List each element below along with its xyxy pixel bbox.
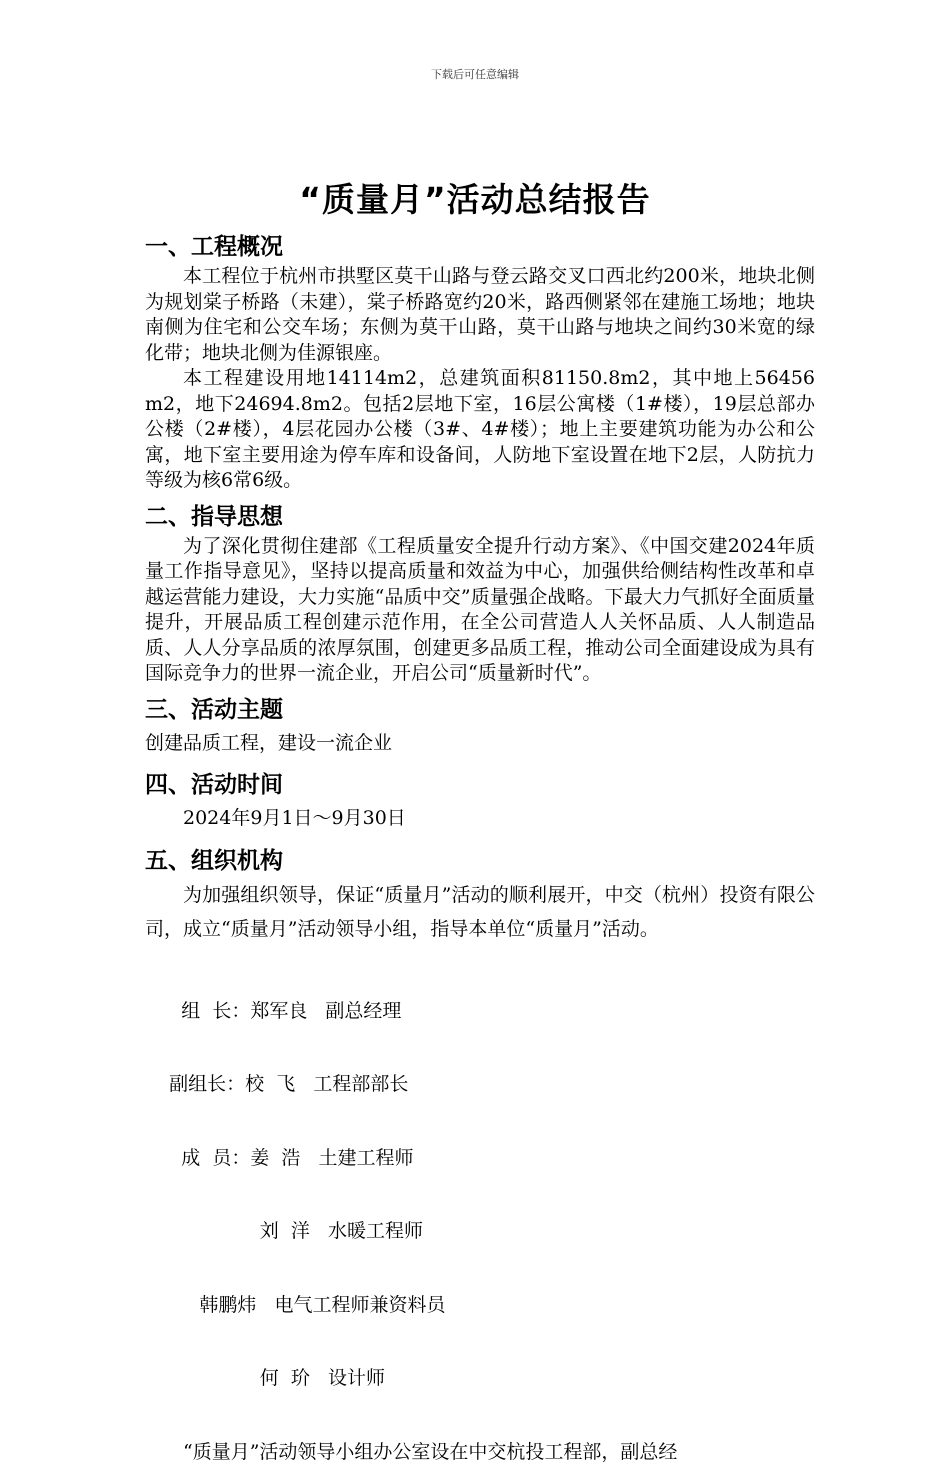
theme-text: 创建品质工程，建设一流企业: [145, 731, 815, 757]
section-heading-overview: 一、工程概况: [145, 230, 815, 264]
section-heading-guiding-ideology: 二、指导思想: [145, 500, 815, 534]
header-note: 下载后可任意编辑: [0, 66, 950, 82]
document-body: [145, 230, 815, 1465]
member-line-deputy: 副组长：校 飞 工程部部长: [145, 1072, 815, 1097]
member-line-member: 韩鹏炜 电气工程师兼资料员: [145, 1293, 815, 1318]
organization-office-paragraph: “质量月”活动领导小组办公室设在中交杭投工程部，副总经: [145, 1440, 815, 1465]
section-heading-time: 四、活动时间: [145, 768, 815, 802]
member-line-member: 何 玠 设计师: [145, 1366, 815, 1391]
overview-paragraph-scale: 本工程建设用地14114m2，总建筑面积81150.8m2，其中地上56456 m2，地下24694.8m2。包括2层地下室，16层公寓楼（1#楼），19层总部办公楼（2#楼），4层花园办公楼（3#、4#楼）；地上主要建筑功能为办公和公寓，地下室主要用途为停车库和设备间，人防地下室设置在地下2层，人防抗力等级为核6常6级。: [145, 366, 815, 494]
member-line-member: 刘 洋 水暖工程师: [145, 1219, 815, 1244]
time-text: 2024年9月1日～9月30日: [145, 806, 815, 832]
document-title: “质量月”活动总结报告: [0, 174, 950, 221]
overview-paragraph-location: 本工程位于杭州市拱墅区莫干山路与登云路交叉口西北约200米，地块北侧为规划棠子桥路（未建），棠子桥路宽约20米，路西侧紧邻在建施工场地；地块南侧为住宅和公交车场；东侧为莫干山路，莫干山路与地块之间约30米宽的绿化带；地块北侧为佳源银座。: [145, 264, 815, 366]
section-heading-organization: 五、组织机构: [145, 844, 815, 878]
guiding-ideology-paragraph: 为了深化贯彻住建部《工程质量安全提升行动方案》、《中国交建2024年质量工作指导意见》，坚持以提高质量和效益为中心，加强供给侧结构性改革和卓越运营能力建设，大力实施“品质中交”质量强企战略。下最大力气抓好全面质量提升，开展品质工程创建示范作用，在全公司营造人人关怀品质、人人制造品质、人人分享品质的浓厚氛围，创建更多品质工程，推动公司全面建设成为具有国际竞争力的世界一流企业，开启公司“质量新时代”。: [145, 534, 815, 687]
organization-paragraph: 为加强组织领导，保证“质量月”活动的顺利展开，中交（杭州）投资有限公司，成立“质量月”活动领导小组，指导本单位“质量月”活动。: [145, 878, 815, 946]
section-heading-theme: 三、活动主题: [145, 693, 815, 727]
member-list: [145, 950, 815, 1440]
member-line-member: 成 员：姜 浩 土建工程师: [145, 1146, 815, 1171]
member-line-leader: 组 长：郑军良 副总经理: [145, 999, 815, 1024]
